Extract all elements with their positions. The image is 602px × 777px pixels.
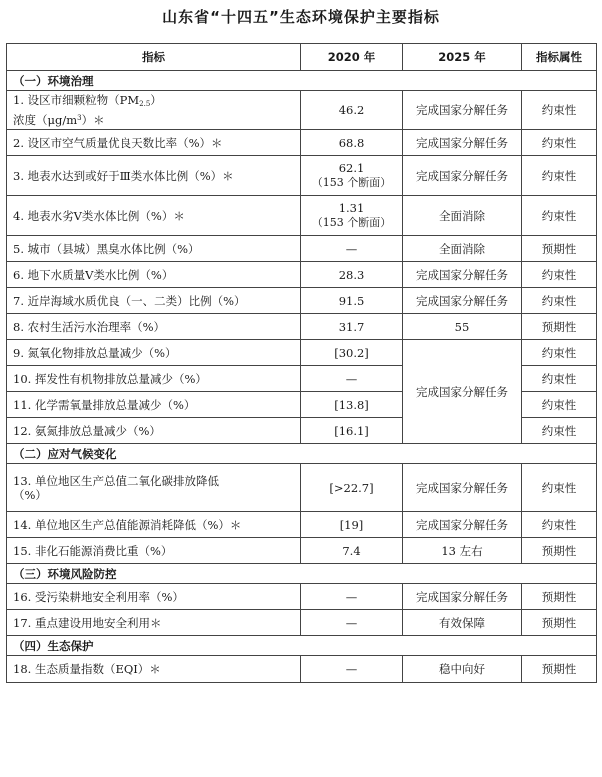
header-2025: 2025 年 <box>403 44 522 71</box>
section-climate-change: （二）应对气候变化 <box>7 444 597 464</box>
value-2025: 全面消除 <box>403 236 522 262</box>
value-2020: — <box>301 366 403 392</box>
value-2020: [30.2] <box>301 340 403 366</box>
indicator-attribute: 约束性 <box>522 512 597 538</box>
table-row <box>7 584 597 610</box>
table-row <box>7 91 597 130</box>
indicator-attribute: 预期性 <box>522 236 597 262</box>
indicator-table <box>6 43 597 683</box>
header-attribute: 指标属性 <box>522 44 597 71</box>
value-2025: 完成国家分解任务 <box>403 130 522 156</box>
section-environment-governance: （一）环境治理 <box>7 71 597 91</box>
header-2020: 2020 年 <box>301 44 403 71</box>
indicator-label: 14. 单位地区生产总值能源消耗降低（%）＊ <box>7 512 301 538</box>
indicator-attribute: 预期性 <box>522 610 597 636</box>
value-2020-note: （153 个断面） <box>311 176 392 189</box>
table-header-row <box>7 44 597 71</box>
value-2020: [19] <box>301 512 403 538</box>
indicator-label: 16. 受污染耕地安全利用率（%） <box>7 584 301 610</box>
value-2025: 全面消除 <box>403 196 522 236</box>
value-2025: 55 <box>403 314 522 340</box>
value-2020: 46.2 <box>301 91 403 130</box>
indicator-attribute: 约束性 <box>522 340 597 366</box>
header-indicator: 指标 <box>7 44 301 71</box>
indicator-attribute: 约束性 <box>522 418 597 444</box>
value-2025: 有效保障 <box>403 610 522 636</box>
value-2020: 91.5 <box>301 288 403 314</box>
indicator-attribute: 约束性 <box>522 130 597 156</box>
value-2020: — <box>301 656 403 683</box>
indicator-label: 1. 设区市细颗粒物（PM2.5） 浓度$(\mu g/m^3)*$ <box>7 91 301 130</box>
value-2020: [16.1] <box>301 418 403 444</box>
indicator-label: 18. 生态质量指数（EQI）＊ <box>7 656 301 683</box>
indicator-label: 10. 挥发性有机物排放总量减少（%） <box>7 366 301 392</box>
table-row <box>7 314 597 340</box>
indicator-label: 8. 农村生活污水治理率（%） <box>7 314 301 340</box>
table-row <box>7 538 597 564</box>
indicator-label: 7. 近岸海域水质优良（一、二类）比例（%） <box>7 288 301 314</box>
value-2020: 7.4 <box>301 538 403 564</box>
indicator-attribute: 约束性 <box>522 464 597 512</box>
table-row <box>7 236 597 262</box>
value-2020: 1.31 （153 个断面） <box>301 196 403 236</box>
indicator-label: 5. 城市（县城）黑臭水体比例（%） <box>7 236 301 262</box>
value-2020: — <box>301 584 403 610</box>
table-row <box>7 196 597 236</box>
value-2025-merged: 完成国家分解任务 <box>403 340 522 444</box>
value-2025: 完成国家分解任务 <box>403 156 522 196</box>
indicator-attribute: 预期性 <box>522 584 597 610</box>
pm-subscript: 2.5 <box>139 100 151 108</box>
value-2025: 完成国家分解任务 <box>403 584 522 610</box>
table-row <box>7 610 597 636</box>
table-row <box>7 130 597 156</box>
indicator-attribute: 约束性 <box>522 392 597 418</box>
value-2020: [13.8] <box>301 392 403 418</box>
section-ecological-protection: （四）生态保护 <box>7 636 597 656</box>
indicator-label: 11. 化学需氧量排放总量减少（%） <box>7 392 301 418</box>
indicator-attribute: 约束性 <box>522 366 597 392</box>
value-2020: 28.3 <box>301 262 403 288</box>
table-row <box>7 288 597 314</box>
indicator-label: 3. 地表水达到或好于Ⅲ类水体比例（%）＊ <box>7 156 301 196</box>
value-2020: [>22.7] <box>301 464 403 512</box>
value-2020: 31.7 <box>301 314 403 340</box>
table-row <box>7 156 597 196</box>
value-2020: — <box>301 236 403 262</box>
indicator-attribute: 预期性 <box>522 656 597 683</box>
indicator-label: 4. 地表水劣Ⅴ类水体比例（%）＊ <box>7 196 301 236</box>
table-row <box>7 656 597 683</box>
value-2025: 完成国家分解任务 <box>403 288 522 314</box>
table-row <box>7 340 597 366</box>
indicator-attribute: 约束性 <box>522 196 597 236</box>
indicator-label: 13. 单位地区生产总值二氧化碳排放降低 （%） <box>7 464 301 512</box>
indicator-attribute: 预期性 <box>522 538 597 564</box>
indicator-label: 6. 地下水质量Ⅴ类水比例（%） <box>7 262 301 288</box>
value-2025: 完成国家分解任务 <box>403 464 522 512</box>
indicator-label: 2. 设区市空气质量优良天数比率（%）＊ <box>7 130 301 156</box>
value-2025: 完成国家分解任务 <box>403 91 522 130</box>
value-2025: 13 左右 <box>403 538 522 564</box>
value-2025: 稳中向好 <box>403 656 522 683</box>
value-2020-note: （153 个断面） <box>311 216 392 229</box>
value-2025: 完成国家分解任务 <box>403 262 522 288</box>
table-row <box>7 262 597 288</box>
indicator-label: 15. 非化石能源消费比重（%） <box>7 538 301 564</box>
indicator-label: 12. 氨氮排放总量减少（%） <box>7 418 301 444</box>
table-row <box>7 464 597 512</box>
indicator-attribute: 约束性 <box>522 156 597 196</box>
indicator-attribute: 约束性 <box>522 288 597 314</box>
page-title: 山东省“十四五”生态环境保护主要指标 <box>162 8 440 26</box>
value-2020: 68.8 <box>301 130 403 156</box>
indicator-label: 9. 氮氧化物排放总量减少（%） <box>7 340 301 366</box>
value-2020: 62.1 （153 个断面） <box>301 156 403 196</box>
indicator-attribute: 预期性 <box>522 314 597 340</box>
table-row <box>7 512 597 538</box>
unit-superscript: 3 <box>77 114 82 122</box>
value-2020: — <box>301 610 403 636</box>
section-environmental-risk: （三）环境风险防控 <box>7 564 597 584</box>
indicator-attribute: 约束性 <box>522 262 597 288</box>
indicator-attribute: 约束性 <box>522 91 597 130</box>
indicator-label: 17. 重点建设用地安全利用＊ <box>7 610 301 636</box>
value-2025: 完成国家分解任务 <box>403 512 522 538</box>
